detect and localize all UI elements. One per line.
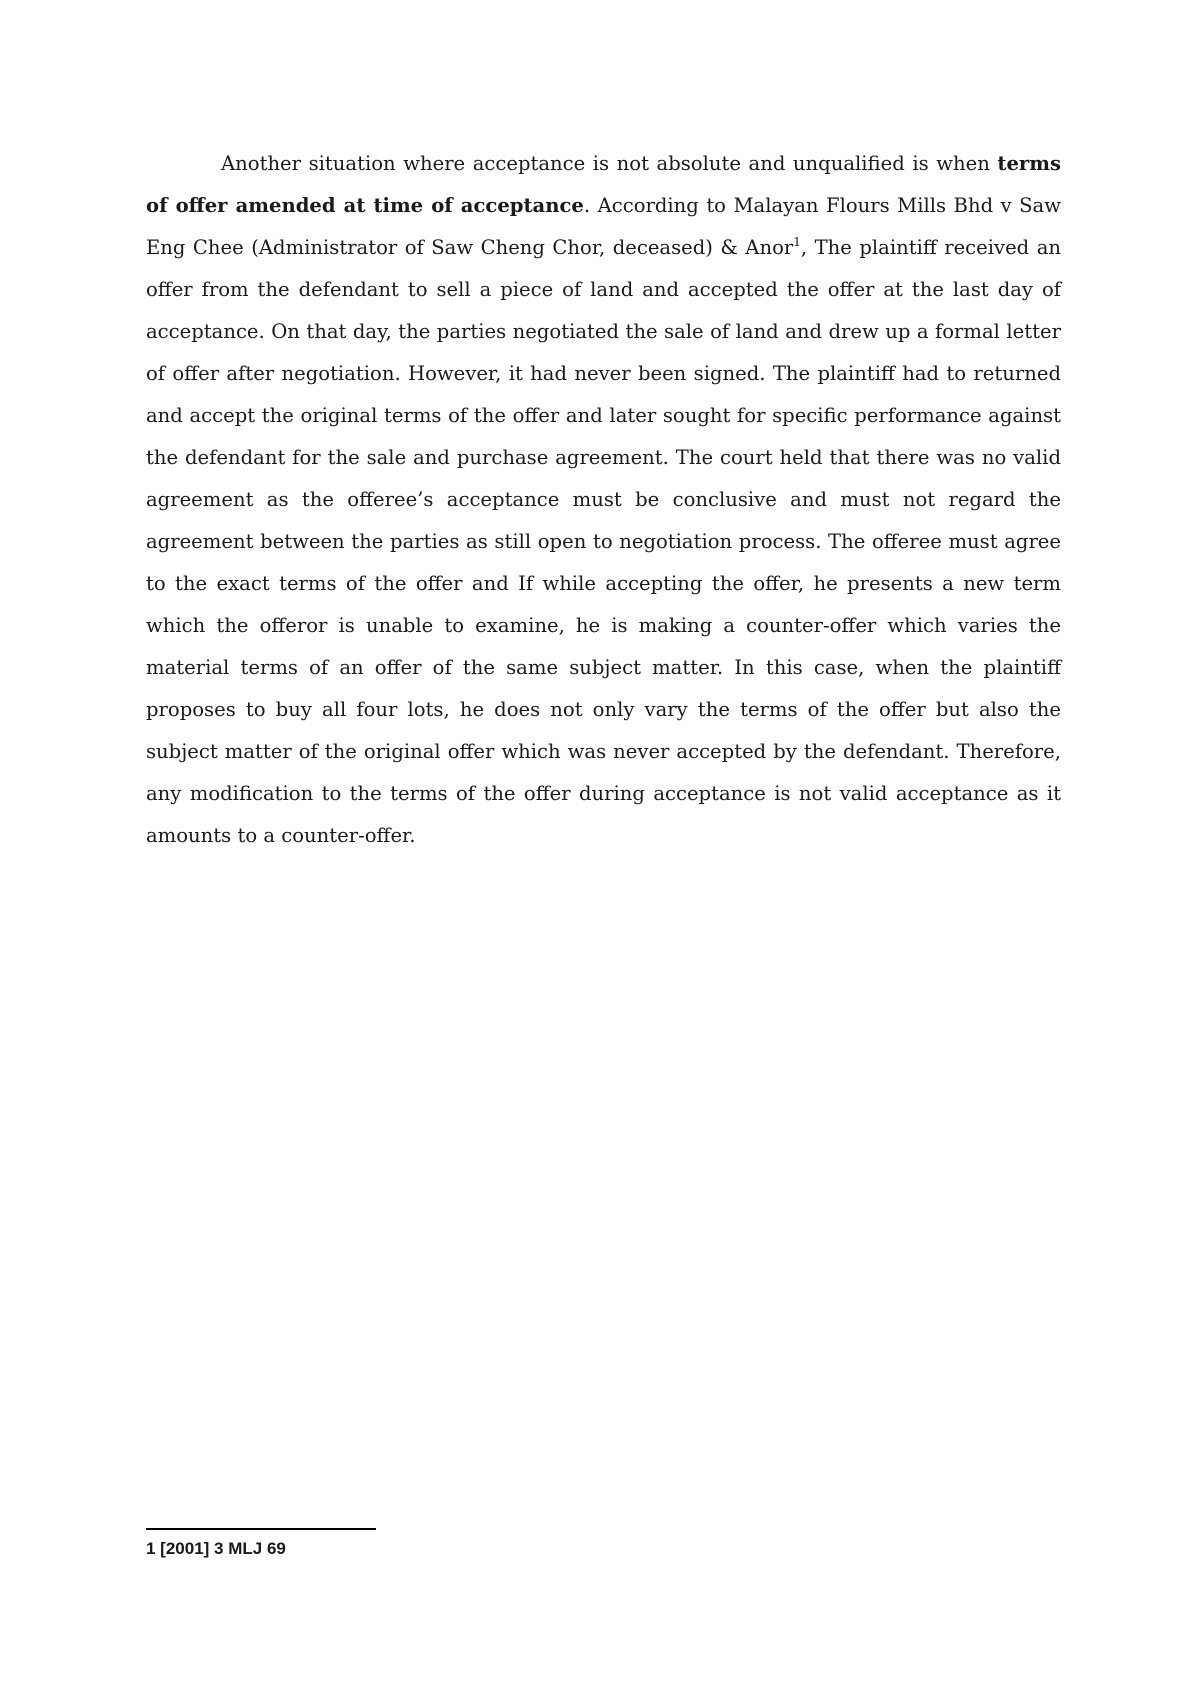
footnote-text: 1 [2001] 3 MLJ 69 xyxy=(146,1539,286,1558)
footnote-reference[interactable]: 1 xyxy=(793,235,801,249)
paragraph-intro-text: Another situation where acceptance is not absolute and unqualified is when xyxy=(221,152,998,175)
footnote-separator xyxy=(146,1528,376,1530)
body-paragraph xyxy=(146,143,1061,857)
bold-key-phrase: terms of offer amended at time of acceptance xyxy=(146,152,1061,217)
paragraph-case-citation-text: . According to Malayan Flours Mills Bhd v Saw Eng Chee (Administrator of Saw Cheng Chor, deceased) & Anor xyxy=(146,194,1062,259)
paragraph-body-text: , The plaintiff received an offer from the defendant to sell a piece of land and accepted the offer at the last day of acceptance. On that day, the parties negotiated the sale of land and drew up a formal letter of offer after negotiation. However, it had never been signed. The plaintiff had to returned and accept the original terms of the offer and later sought for specific performance against the defendant for the sale and purchase agreement. The court held that there was no valid agreement as the offeree’s acceptance must be conclusive and must not regard the agreement between the parties as still open to negotiation process. The offeree must agree to the exact terms of the offer and If while accepting the offer, he presents a new term which the offeror is unable to examine, he is making a counter-offer which varies the material terms of an offer of the same subject matter. In this case, when the plaintiff proposes to buy all four lots, he does not only vary the terms of the offer but also the subject matter of the original offer which was never accepted by the defendant. Therefore, any modification to the terms of the offer during acceptance is not valid acceptance as it amounts to a counter-offer. xyxy=(146,236,1061,847)
